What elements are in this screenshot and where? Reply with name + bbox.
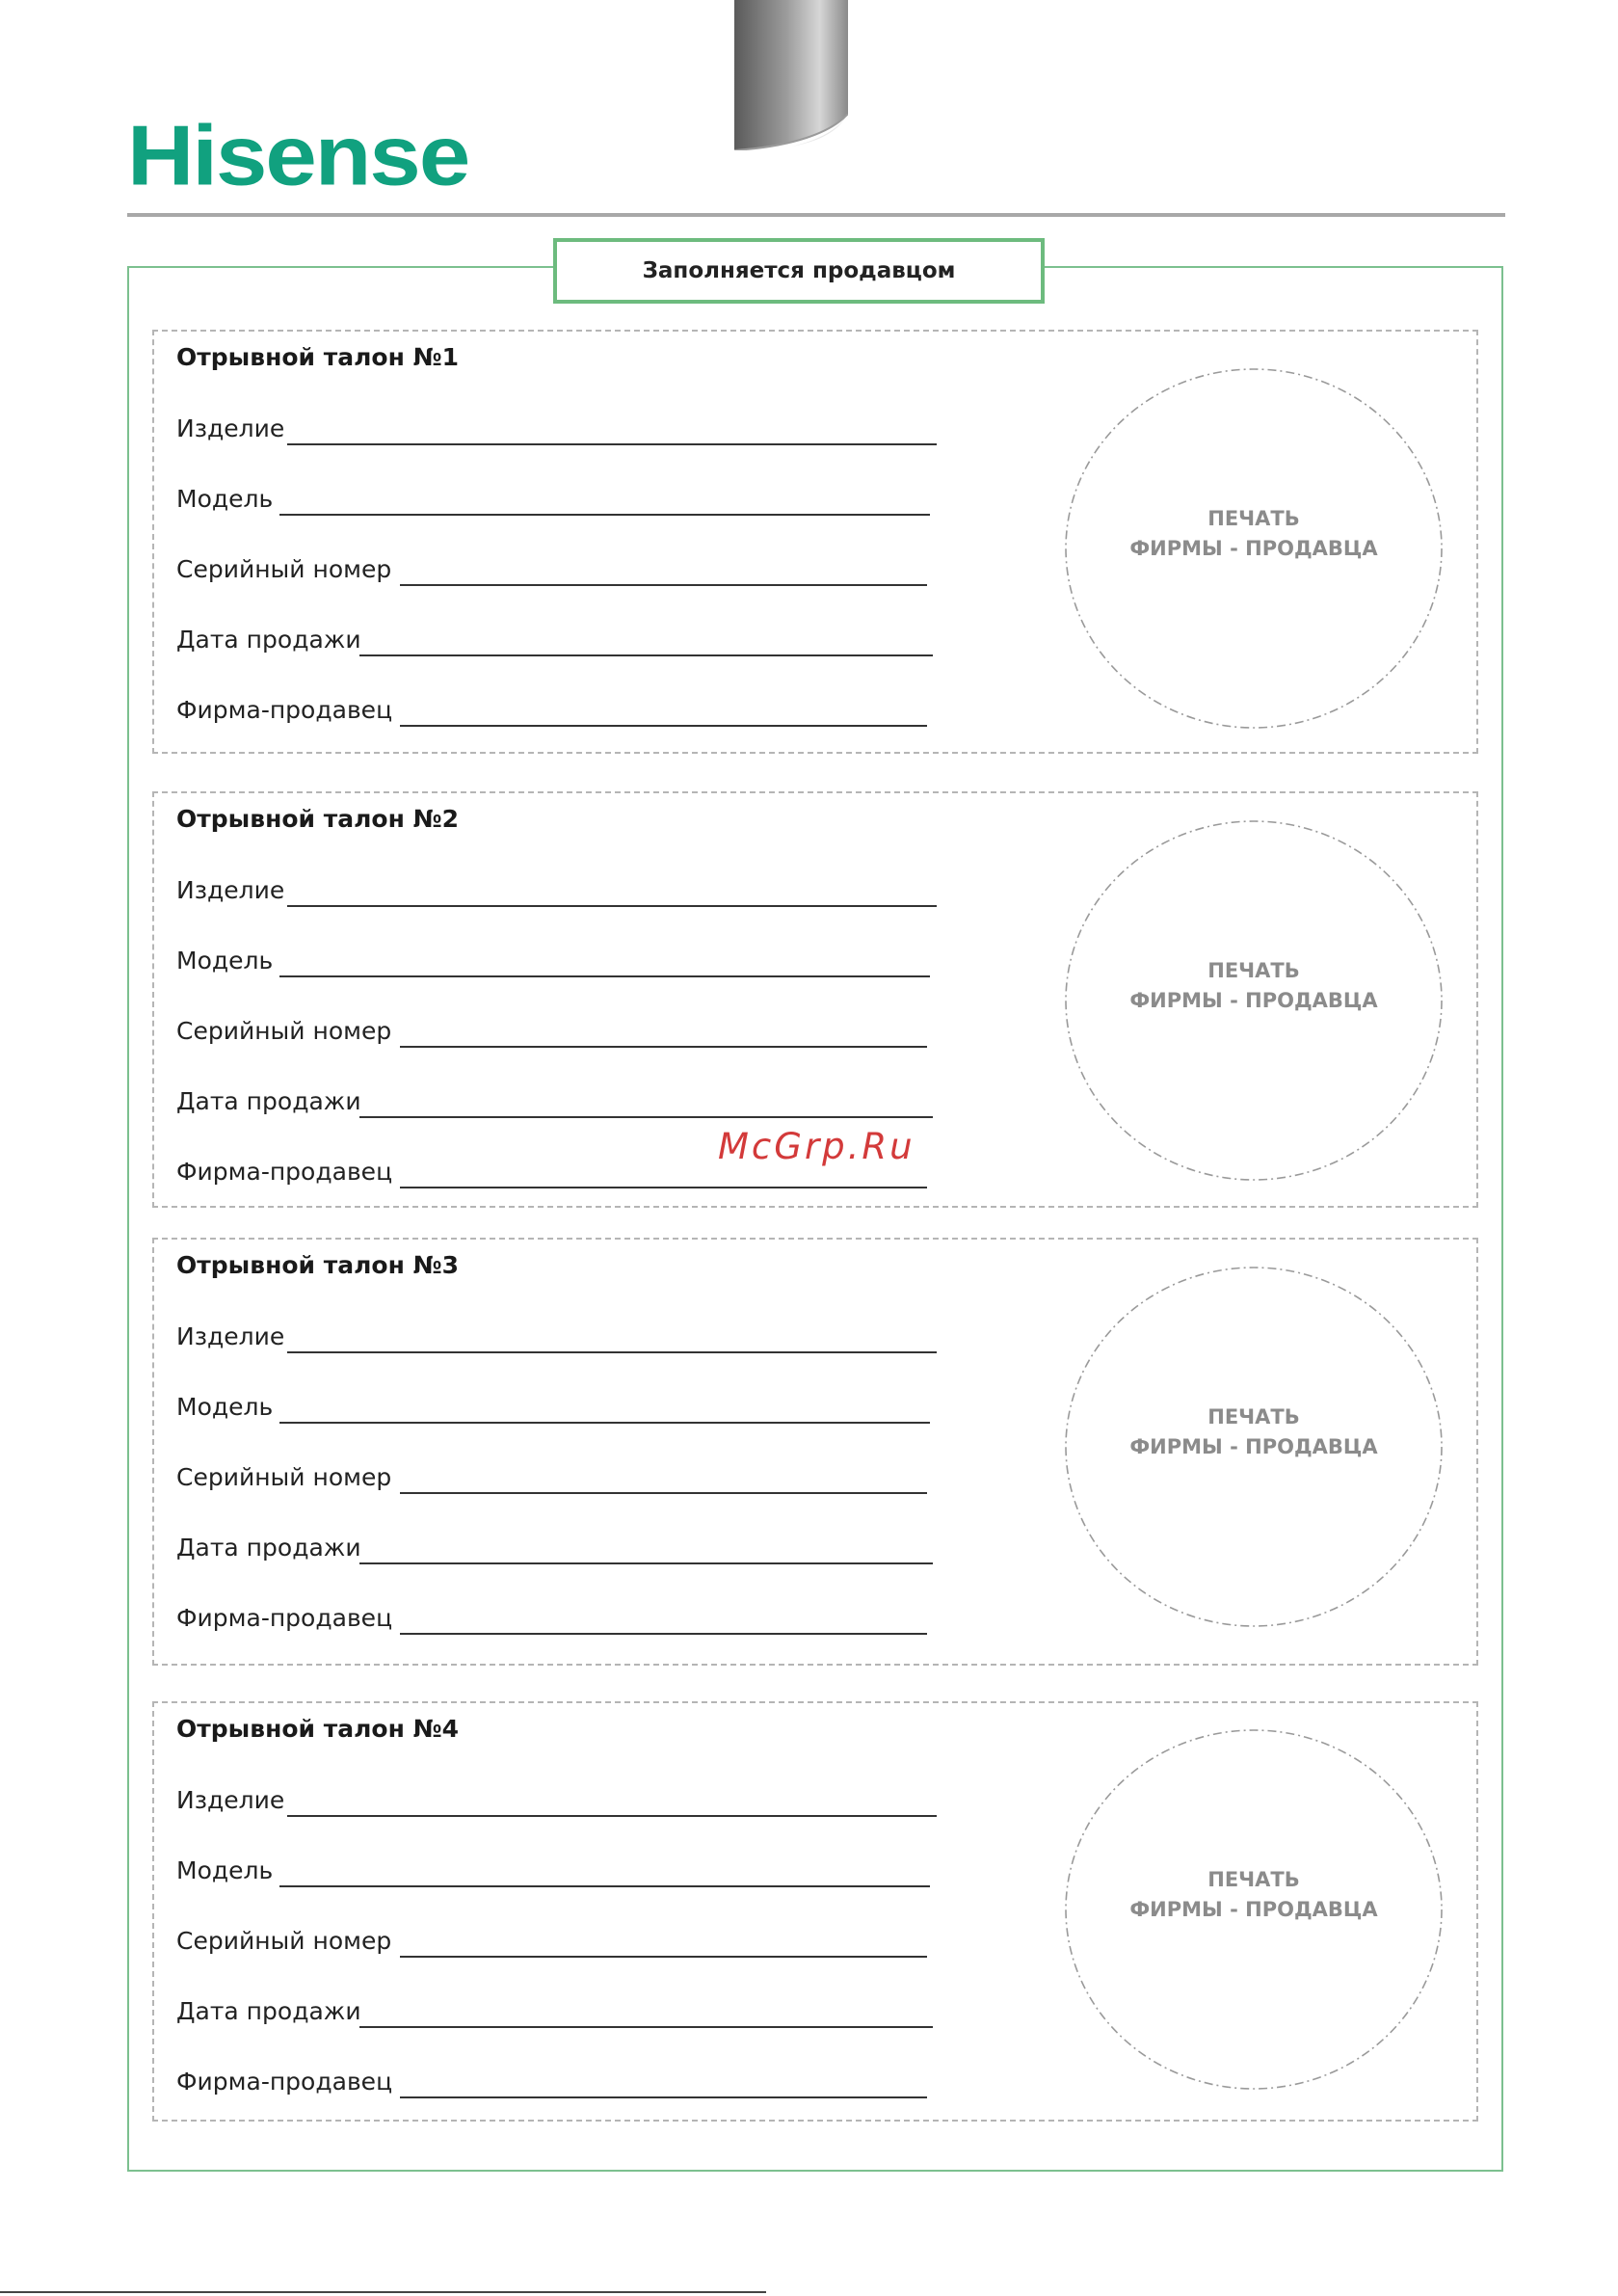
stamp-label-line1: ПЕЧАТЬ (1207, 1405, 1300, 1428)
field-label-sale-date: Дата продажи (176, 626, 361, 654)
field-label-product: Изделие (176, 876, 285, 904)
stamp-label-line1: ПЕЧАТЬ (1207, 507, 1300, 530)
coupon-title: Отрывной талон №2 (176, 805, 460, 833)
stamp-label-line2: ФИРМЫ - ПРОДАВЦА (1129, 537, 1378, 560)
field-label-sale-date: Дата продажи (176, 1534, 361, 1562)
field-line-product[interactable] (287, 1351, 937, 1353)
field-label-product: Изделие (176, 1786, 285, 1814)
field-line-model[interactable] (279, 975, 930, 977)
field-label-sale-date: Дата продажи (176, 1087, 361, 1115)
stamp-label-line2: ФИРМЫ - ПРОДАВЦА (1129, 1898, 1378, 1921)
page-curl-icon (734, 114, 848, 150)
field-line-product[interactable] (287, 905, 937, 907)
field-label-sale-date: Дата продажи (176, 1997, 361, 2025)
field-line-sale-date[interactable] (359, 2026, 933, 2028)
field-label-model: Модель (176, 947, 274, 974)
field-label-seller: Фирма-продавец (176, 696, 393, 724)
field-line-serial[interactable] (400, 1956, 927, 1958)
field-line-seller[interactable] (400, 1187, 927, 1188)
field-label-model: Модель (176, 485, 274, 513)
field-label-product: Изделие (176, 414, 285, 442)
coupon-1 (152, 330, 1478, 754)
field-line-sale-date[interactable] (359, 1116, 933, 1118)
field-label-model: Модель (176, 1393, 274, 1421)
stamp-label-line1: ПЕЧАТЬ (1207, 1868, 1300, 1891)
coupon-3 (152, 1238, 1478, 1666)
field-label-serial: Серийный номер (176, 555, 392, 583)
field-line-sale-date[interactable] (359, 1562, 933, 1564)
stamp-label-line2: ФИРМЫ - ПРОДАВЦА (1129, 989, 1378, 1012)
stamp-label-line1: ПЕЧАТЬ (1207, 959, 1300, 982)
field-label-product: Изделие (176, 1322, 285, 1350)
field-label-serial: Серийный номер (176, 1927, 392, 1955)
field-line-model[interactable] (279, 1422, 930, 1424)
field-line-model[interactable] (279, 514, 930, 516)
field-line-serial[interactable] (400, 584, 927, 586)
field-label-seller: Фирма-продавец (176, 2068, 393, 2096)
stamp-area (1064, 1266, 1444, 1628)
watermark: McGrp.Ru (718, 1126, 915, 1167)
field-line-serial[interactable] (400, 1492, 927, 1494)
form-header-title: Заполняется продавцом (642, 258, 956, 283)
stamp-area (1064, 819, 1444, 1182)
stamp-label-line2: ФИРМЫ - ПРОДАВЦА (1129, 1435, 1378, 1458)
bottom-rule (0, 2291, 766, 2293)
field-line-sale-date[interactable] (359, 654, 933, 656)
field-label-serial: Серийный номер (176, 1463, 392, 1491)
field-line-seller[interactable] (400, 1633, 927, 1635)
field-line-product[interactable] (287, 1815, 937, 1817)
coupon-4 (152, 1701, 1478, 2122)
stamp-area (1064, 367, 1444, 730)
coupon-title: Отрывной талон №4 (176, 1715, 460, 1743)
field-label-model: Модель (176, 1856, 274, 1884)
form-header (553, 238, 1045, 304)
hisense-logo: Hisense (127, 108, 469, 203)
header-divider (127, 213, 1505, 217)
field-label-seller: Фирма-продавец (176, 1604, 393, 1632)
field-line-seller[interactable] (400, 2096, 927, 2098)
coupon-title: Отрывной талон №3 (176, 1251, 460, 1279)
coupon-title: Отрывной талон №1 (176, 343, 460, 371)
field-label-seller: Фирма-продавец (176, 1158, 393, 1186)
field-line-serial[interactable] (400, 1046, 927, 1048)
field-line-product[interactable] (287, 443, 937, 445)
field-label-serial: Серийный номер (176, 1017, 392, 1045)
stamp-area (1064, 1728, 1444, 2091)
field-line-model[interactable] (279, 1885, 930, 1887)
field-line-seller[interactable] (400, 725, 927, 727)
